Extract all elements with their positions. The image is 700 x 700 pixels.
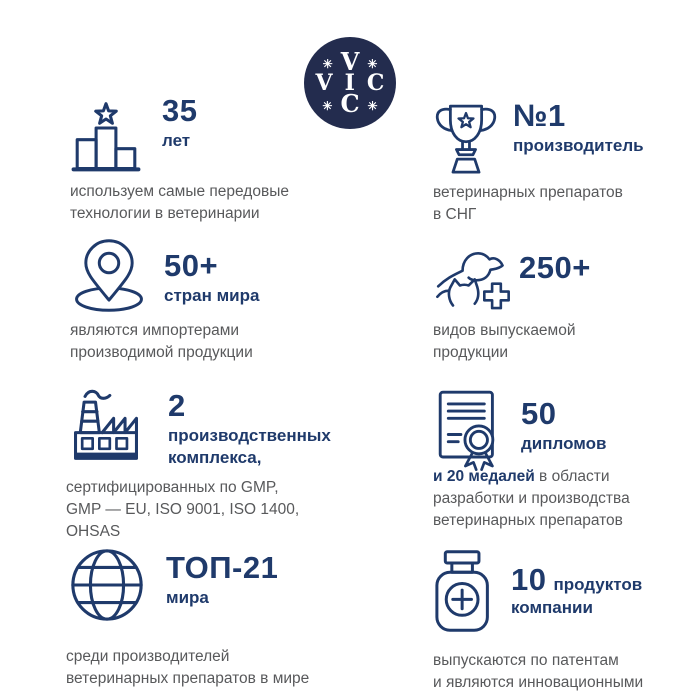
stat-years	[70, 93, 334, 225]
stat-description: выпускаются по патентам и являются инновационными	[433, 652, 644, 691]
snowflake-icon: ✳	[322, 57, 333, 71]
stat-label: дипломов	[521, 433, 607, 453]
stat-value: 50	[521, 396, 557, 431]
stat-label: производственных комплекса,	[168, 425, 331, 467]
logo-letter: V	[315, 70, 333, 96]
stat-patented-products	[433, 548, 697, 694]
stat-label: продуктов компании	[511, 575, 643, 617]
stat-description	[433, 466, 697, 532]
stat-description: видов выпускаемой продукции	[433, 322, 576, 361]
stat-diplomas	[433, 388, 697, 532]
stat-countries	[70, 238, 334, 364]
stat-value: №1	[513, 98, 566, 133]
stat-label: производитель	[513, 135, 644, 155]
stat-value: ТОП-21	[166, 550, 279, 585]
trophy-icon	[433, 100, 499, 180]
snowflake-icon: ✳	[367, 99, 378, 113]
stat-production-complexes	[66, 386, 330, 543]
stat-description: сертифицированных по GMP, GMP — EU, ISO 9001, ISO 1400, OHSAS	[66, 478, 300, 540]
stat-number-one	[433, 100, 697, 226]
stat-description: среди производителей ветеринарных препаратов в мире	[66, 648, 310, 687]
medicine-bottle-icon	[433, 548, 495, 634]
logo-letter: C	[340, 89, 360, 118]
logo-letter: C	[366, 70, 385, 96]
snowflake-icon: ✳	[367, 57, 378, 71]
stat-label: мира	[166, 587, 209, 607]
map-pin-icon	[70, 238, 148, 314]
stat-value: 50+	[164, 248, 219, 283]
stat-value: 35	[162, 93, 198, 128]
podium-winner-icon	[70, 97, 142, 177]
stat-value: 250+	[519, 250, 591, 285]
logo-letter: V	[340, 47, 360, 76]
snowflake-icon: ✳	[322, 99, 333, 113]
globe-icon	[66, 546, 148, 624]
stat-value: 10	[511, 562, 547, 597]
stat-description: используем самые передовые технологии в ветеринарии	[70, 183, 289, 222]
stat-label: лет	[162, 130, 191, 150]
diploma-medal-icon	[433, 388, 505, 472]
stat-description-rest: в области разработки и производства ветеринарных препаратов	[433, 468, 630, 529]
stat-product-types	[433, 246, 697, 364]
stat-description-bold: и 20 медалей	[433, 468, 535, 485]
stat-description: являются импортерами производимой продукции	[70, 322, 253, 361]
stat-value: 2	[168, 388, 186, 423]
stat-description: ветеринарных препаратов в СНГ	[433, 184, 623, 223]
factory-icon	[66, 386, 146, 464]
stat-label: стран мира	[164, 285, 260, 305]
stat-top21	[66, 546, 330, 690]
logo-letter: I	[344, 70, 355, 96]
dog-cat-cross-icon	[433, 246, 513, 318]
